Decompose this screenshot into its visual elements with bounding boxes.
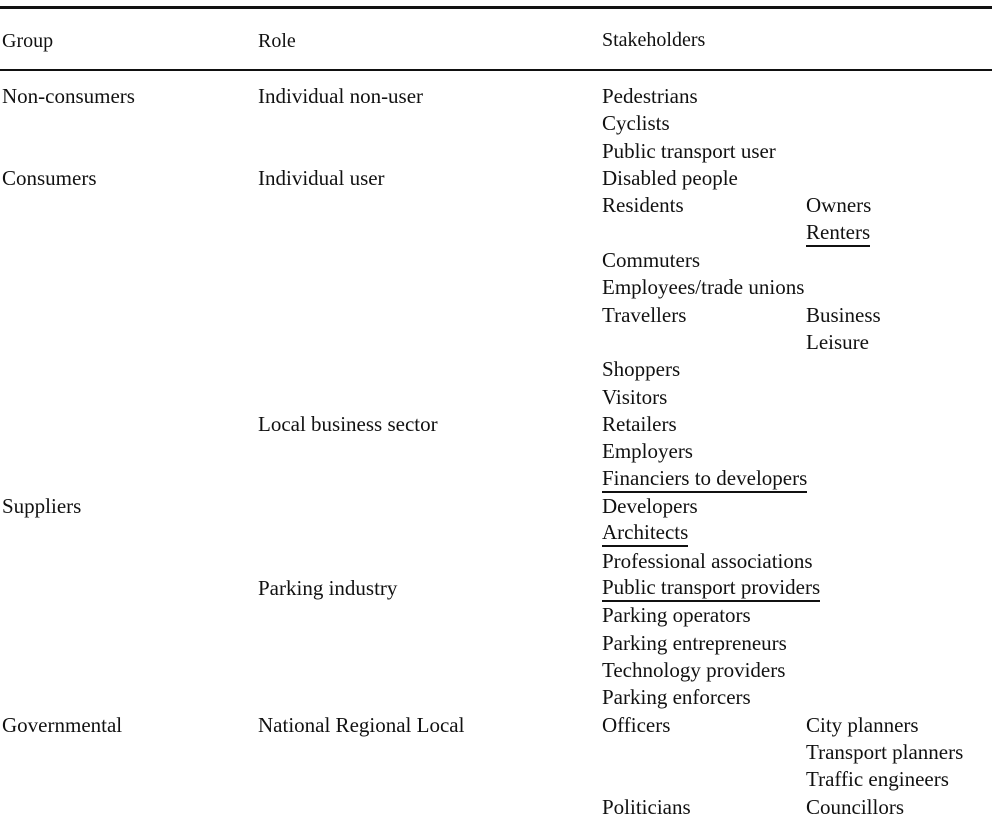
sub-stakeholder-business: Business (806, 303, 881, 327)
stakeholder-residents: Residents (602, 193, 684, 217)
sub-stakeholder-owners: Owners (806, 193, 872, 217)
sub-stakeholder-councillors: Councillors (806, 795, 904, 819)
stakeholder-developers: Developers (602, 494, 698, 518)
stakeholder-technology-providers: Technology providers (602, 658, 786, 682)
stakeholder-pedestrians: Pedestrians (602, 84, 698, 108)
table-top-rule (0, 6, 992, 9)
stakeholder-politicians: Politicians (602, 795, 691, 819)
role-individual-non-user: Individual non-user (258, 84, 424, 108)
role-parking-industry: Parking industry (258, 576, 398, 600)
stakeholder-financiers-to-developers: Financiers to developers (602, 466, 807, 493)
sub-stakeholder-leisure: Leisure (806, 330, 869, 354)
group-non-consumers: Non-consumers (2, 84, 135, 108)
group-suppliers: Suppliers (2, 494, 82, 518)
stakeholder-parking-enforcers: Parking enforcers (602, 685, 751, 709)
stakeholder-disabled-people: Disabled people (602, 166, 738, 190)
role-individual-user: Individual user (258, 166, 385, 190)
sub-stakeholder-renters: Renters (806, 220, 870, 247)
sub-stakeholder-traffic-engineers: Traffic engineers (806, 767, 949, 791)
stakeholder-parking-operators: Parking operators (602, 603, 751, 627)
stakeholder-employees-trade-unions: Employees/trade unions (602, 275, 805, 299)
stakeholder-architects: Architects (602, 520, 688, 547)
stakeholder-officers: Officers (602, 713, 671, 737)
sub-stakeholder-transport-planners: Transport planners (806, 740, 964, 764)
header-rule (0, 69, 992, 71)
stakeholder-visitors: Visitors (602, 385, 668, 409)
stakeholder-employers: Employers (602, 439, 693, 463)
group-governmental: Governmental (2, 713, 123, 737)
column-header-role: Role (258, 30, 296, 52)
stakeholder-parking-entrepreneurs: Parking entrepreneurs (602, 631, 787, 655)
stakeholder-retailers: Retailers (602, 412, 677, 436)
column-header-stakeholders: Stakeholders (602, 29, 706, 51)
stakeholder-shoppers: Shoppers (602, 357, 681, 381)
stakeholder-public-transport-providers: Public transport providers (602, 575, 820, 602)
stakeholder-travellers: Travellers (602, 303, 687, 327)
role-local-business-sector: Local business sector (258, 412, 438, 436)
stakeholder-professional-associations: Professional associations (602, 549, 813, 573)
column-header-group: Group (2, 30, 54, 52)
stakeholder-cyclists: Cyclists (602, 111, 670, 135)
stakeholder-commuters: Commuters (602, 248, 700, 272)
sub-stakeholder-city-planners: City planners (806, 713, 919, 737)
stakeholder-public-transport-user: Public transport user (602, 139, 776, 163)
role-national-regional-local: National Regional Local (258, 713, 465, 737)
group-consumers: Consumers (2, 166, 97, 190)
